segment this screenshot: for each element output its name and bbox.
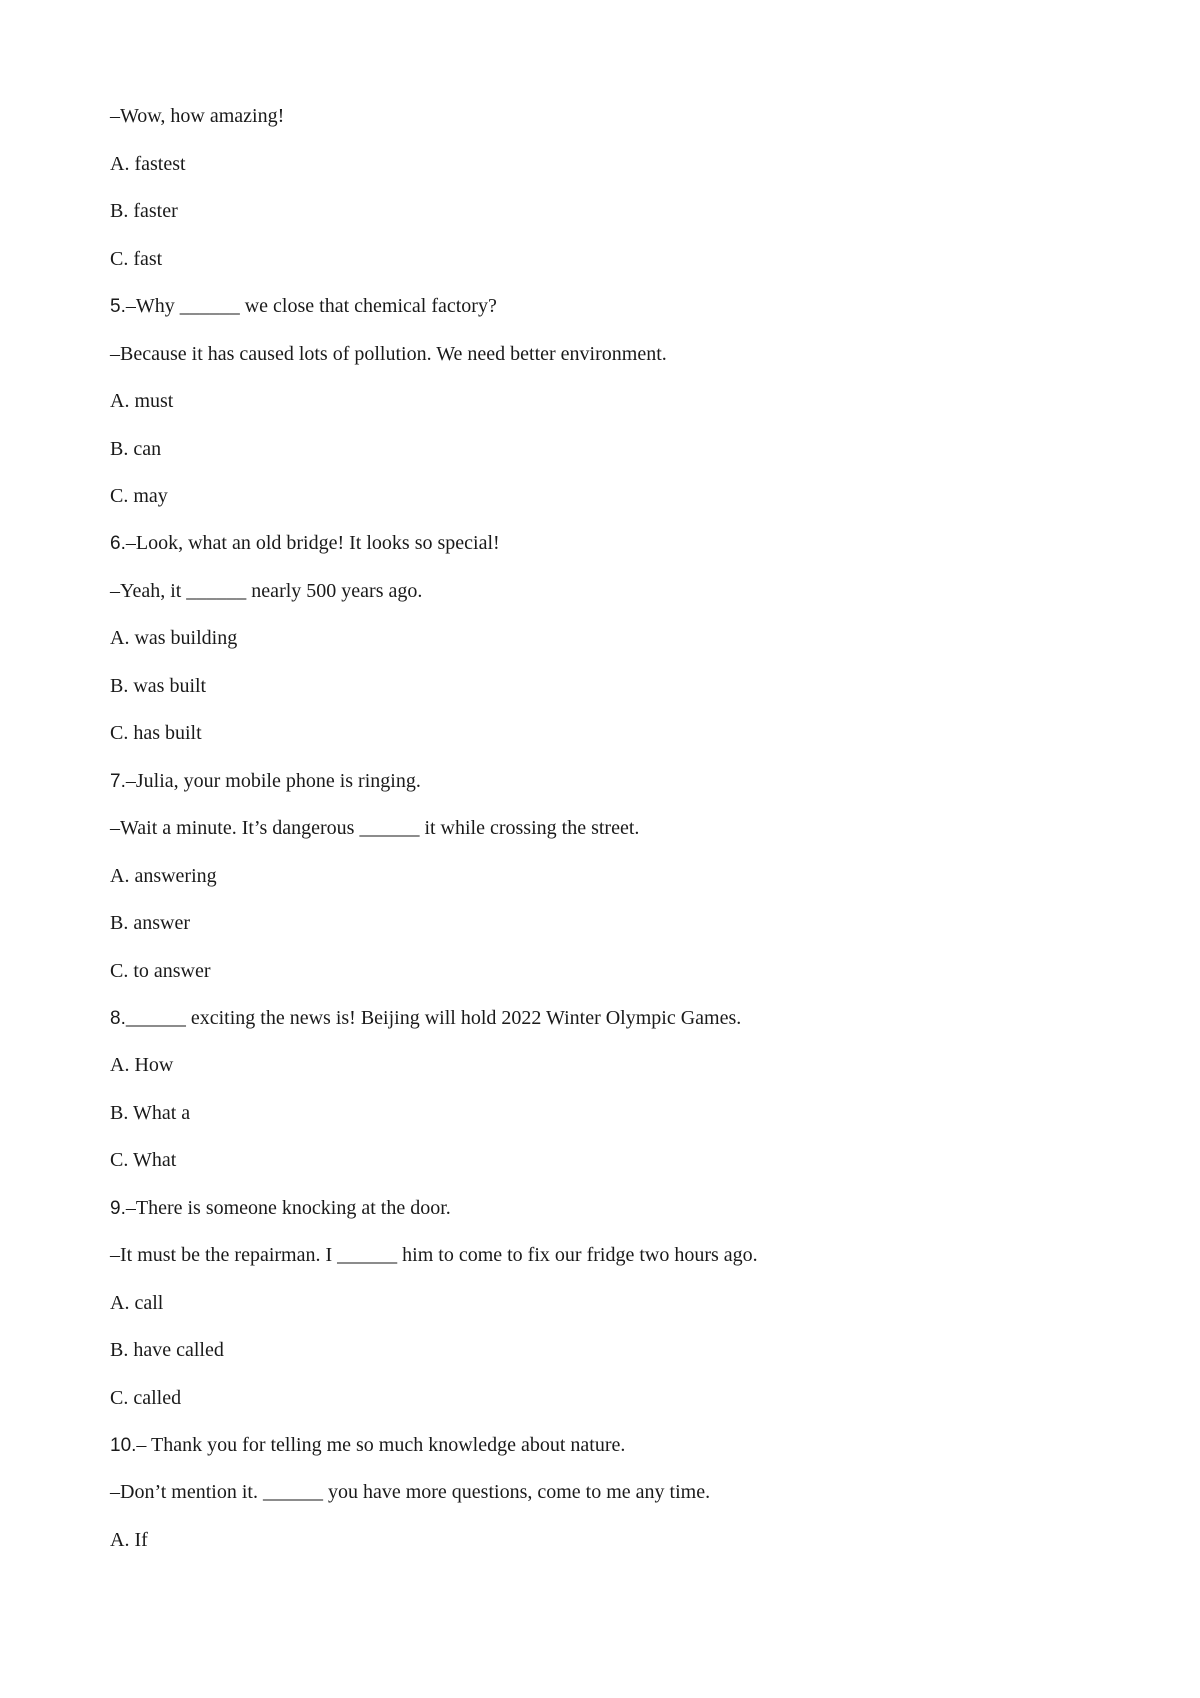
q9-number: 9. bbox=[110, 1198, 126, 1219]
q8-stem-line bbox=[110, 1005, 741, 1032]
q7-stem: –Julia, your mobile phone is ringing. bbox=[125, 770, 421, 792]
q9-stem-line bbox=[110, 1195, 451, 1222]
q8-option-b: B. What a bbox=[110, 1102, 191, 1124]
q9-reply: –It must be the repairman. I ______ him to come to fix our fridge two hours ago. bbox=[110, 1244, 758, 1266]
q4-option-c: C. fast bbox=[110, 248, 163, 270]
q5-number: 5. bbox=[110, 296, 126, 317]
q9-option-b: B. have called bbox=[110, 1339, 224, 1361]
q6-stem: –Look, what an old bridge! It looks so special! bbox=[125, 532, 500, 554]
q5-option-a: A. must bbox=[110, 390, 174, 412]
q5-option-b: B. can bbox=[110, 438, 162, 460]
q6-option-c: C. has built bbox=[110, 722, 202, 744]
q8-option-c: C. What bbox=[110, 1149, 177, 1171]
q5-stem: –Why ______ we close that chemical factory? bbox=[125, 295, 497, 317]
q5-stem-line bbox=[110, 293, 497, 320]
q10-stem: – Thank you for telling me so much knowledge about nature. bbox=[136, 1434, 626, 1456]
q10-number: 10. bbox=[110, 1435, 137, 1456]
q7-option-c: C. to answer bbox=[110, 960, 211, 982]
q10-stem-line bbox=[110, 1432, 625, 1459]
q6-option-b: B. was built bbox=[110, 675, 207, 697]
q8-option-a: A. How bbox=[110, 1054, 174, 1076]
q4-reply: –Wow, how amazing! bbox=[110, 105, 285, 127]
q6-stem-line bbox=[110, 530, 500, 557]
q7-number: 7. bbox=[110, 771, 126, 792]
q10-option-a: A. If bbox=[110, 1529, 148, 1551]
q7-stem-line bbox=[110, 768, 421, 795]
q8-stem: ______ exciting the news is! Beijing will hold 2022 Winter Olympic Games. bbox=[125, 1007, 742, 1029]
q6-option-a: A. was building bbox=[110, 627, 238, 649]
q7-option-b: B. answer bbox=[110, 912, 190, 934]
q6-reply: –Yeah, it ______ nearly 500 years ago. bbox=[110, 580, 423, 602]
q8-number: 8. bbox=[110, 1008, 126, 1029]
q7-option-a: A. answering bbox=[110, 865, 217, 887]
q6-number: 6. bbox=[110, 533, 126, 554]
q4-option-b: B. faster bbox=[110, 200, 178, 222]
q5-option-c: C. may bbox=[110, 485, 168, 507]
q4-option-a: A. fastest bbox=[110, 153, 186, 175]
q5-reply: –Because it has caused lots of pollution. We need better environment. bbox=[110, 343, 667, 365]
q9-option-c: C. called bbox=[110, 1387, 182, 1409]
q9-option-a: A. call bbox=[110, 1292, 164, 1314]
q10-reply: –Don’t mention it. ______ you have more questions, come to me any time. bbox=[110, 1481, 711, 1503]
q9-stem: –There is someone knocking at the door. bbox=[125, 1197, 451, 1219]
q7-reply: –Wait a minute. It’s dangerous ______ it while crossing the street. bbox=[110, 817, 640, 839]
